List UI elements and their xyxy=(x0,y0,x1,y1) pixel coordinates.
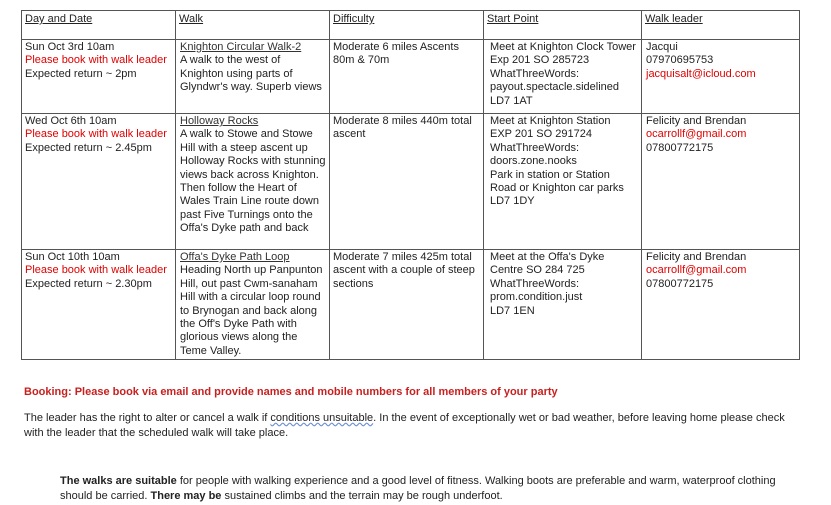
walk-description: Heading North up Panpunton Hill, out past Cwm-sanaham Hill with a circular loop round to Brynogan and back along the Off's Dyke Path with glorious views along the Teme Valley. xyxy=(180,264,323,357)
start-line: payout.spectacle.sidelined xyxy=(490,81,620,94)
cell-walk xyxy=(176,250,330,360)
leader-email[interactable]: jacquisalt@icloud.com xyxy=(646,67,756,80)
cell-start-point xyxy=(484,114,642,250)
leader-phone: 07800772175 xyxy=(646,141,714,154)
walk-title: Holloway Rocks xyxy=(180,115,259,127)
walk-title: Offa's Dyke Path Loop xyxy=(180,251,290,263)
cell-difficulty xyxy=(330,250,484,360)
walks-table xyxy=(21,10,800,360)
cell-day xyxy=(22,250,176,360)
start-line: doors.zone.nooks xyxy=(490,155,577,168)
day-date: Sun Oct 3rd 10am xyxy=(25,41,115,53)
booking-note: Booking: Please book via email and provide names and mobile numbers for all members of your party xyxy=(24,386,558,398)
cell-walk-leader xyxy=(642,250,800,360)
cell-day xyxy=(22,40,176,114)
expected-return: Expected return ~ 2.30pm xyxy=(25,277,152,290)
header-walk-leader: Walk leader xyxy=(642,11,800,40)
expected-return: Expected return ~ 2pm xyxy=(25,67,137,80)
header-walk: Walk xyxy=(176,11,330,40)
start-line: Park in station or Station Road or Knighton car parks xyxy=(490,168,624,195)
day-date: Wed Oct 6th 10am xyxy=(25,115,117,127)
leader-line: Felicity and Brendan xyxy=(646,251,747,263)
cell-difficulty xyxy=(330,114,484,250)
start-line: Meet at the Offa's Dyke Centre SO 284 725 xyxy=(490,251,605,277)
leader-phone: 07800772175 xyxy=(646,277,714,290)
start-line: LD7 1DY xyxy=(490,195,535,208)
booking-instruction: Please book with walk leader xyxy=(25,128,167,141)
walk-title: Knighton Circular Walk-2 xyxy=(180,41,302,53)
start-line: Meet at Knighton Clock Tower xyxy=(490,41,636,53)
cell-walk-leader xyxy=(642,114,800,250)
leader-email[interactable]: ocarrollf@gmail.com xyxy=(646,264,747,277)
day-date: Sun Oct 10th 10am xyxy=(25,251,120,263)
leader-line: Jacqui xyxy=(646,41,678,53)
start-line: WhatThreeWords: xyxy=(490,141,580,154)
start-line: LD7 1EN xyxy=(490,304,535,317)
booking-instruction: Please book with walk leader xyxy=(25,54,167,67)
header-day-date: Day and Date xyxy=(22,11,176,40)
table-row xyxy=(22,40,800,114)
start-line: prom.condition.just xyxy=(490,291,583,304)
difficulty-text: Moderate 8 miles 440m total ascent xyxy=(333,115,472,141)
start-line: LD7 1AT xyxy=(490,94,533,107)
leader-line: Felicity and Brendan xyxy=(646,115,747,127)
conditions-notice: The leader has the right to alter or cancel a walk if conditions unsuitable. In the event of exceptionally wet or bad weather, before leaving home please check with the leader that the scheduled walk will take place. xyxy=(24,412,785,439)
table-row xyxy=(22,114,800,250)
start-line: WhatThreeWords: xyxy=(490,277,580,290)
walk-description: A walk to Stowe and Stowe Hill with a steep ascent up Holloway Rocks with stunning views back across Knighton. Then follow the Heart of Wales Train Line route down past Five Turnings onto the Offa's Dyke path and back xyxy=(180,128,326,235)
cell-walk xyxy=(176,114,330,250)
leader-email[interactable]: ocarrollf@gmail.com xyxy=(646,128,747,141)
start-line: WhatThreeWords: xyxy=(490,67,580,80)
cell-walk-leader xyxy=(642,40,800,114)
difficulty-text: Moderate 6 miles Ascents 80m & 70m xyxy=(333,41,459,67)
table-row xyxy=(22,250,800,360)
cell-start-point xyxy=(484,40,642,114)
walk-description: A walk to the west of Knighton using parts of Glyndwr's way. Superb views xyxy=(180,54,322,94)
cell-walk xyxy=(176,40,330,114)
cell-difficulty xyxy=(330,40,484,114)
leader-line: 07970695753 xyxy=(646,54,714,67)
conditions-link: conditions unsuitable xyxy=(270,412,374,424)
suitability-note: The walks are suitable for people with walking experience and a good level of fitness. Walking boots are preferable and warm, waterproof clothing should be carried. There may be sustained climbs and the terrain may be rough underfoot. xyxy=(60,475,776,502)
booking-instruction: Please book with walk leader xyxy=(25,264,167,277)
difficulty-text: Moderate 7 miles 425m total ascent with a couple of steep sections xyxy=(333,251,475,290)
start-line: EXP 201 SO 291724 xyxy=(490,128,592,141)
expected-return: Expected return ~ 2.45pm xyxy=(25,141,152,154)
start-line: Exp 201 SO 285723 xyxy=(490,54,590,67)
start-line: Meet at Knighton Station xyxy=(490,115,611,127)
cell-day xyxy=(22,114,176,250)
table-header-row xyxy=(22,11,800,40)
header-start-point: Start Point xyxy=(484,11,642,40)
header-difficulty: Difficulty xyxy=(330,11,484,40)
cell-start-point xyxy=(484,250,642,360)
